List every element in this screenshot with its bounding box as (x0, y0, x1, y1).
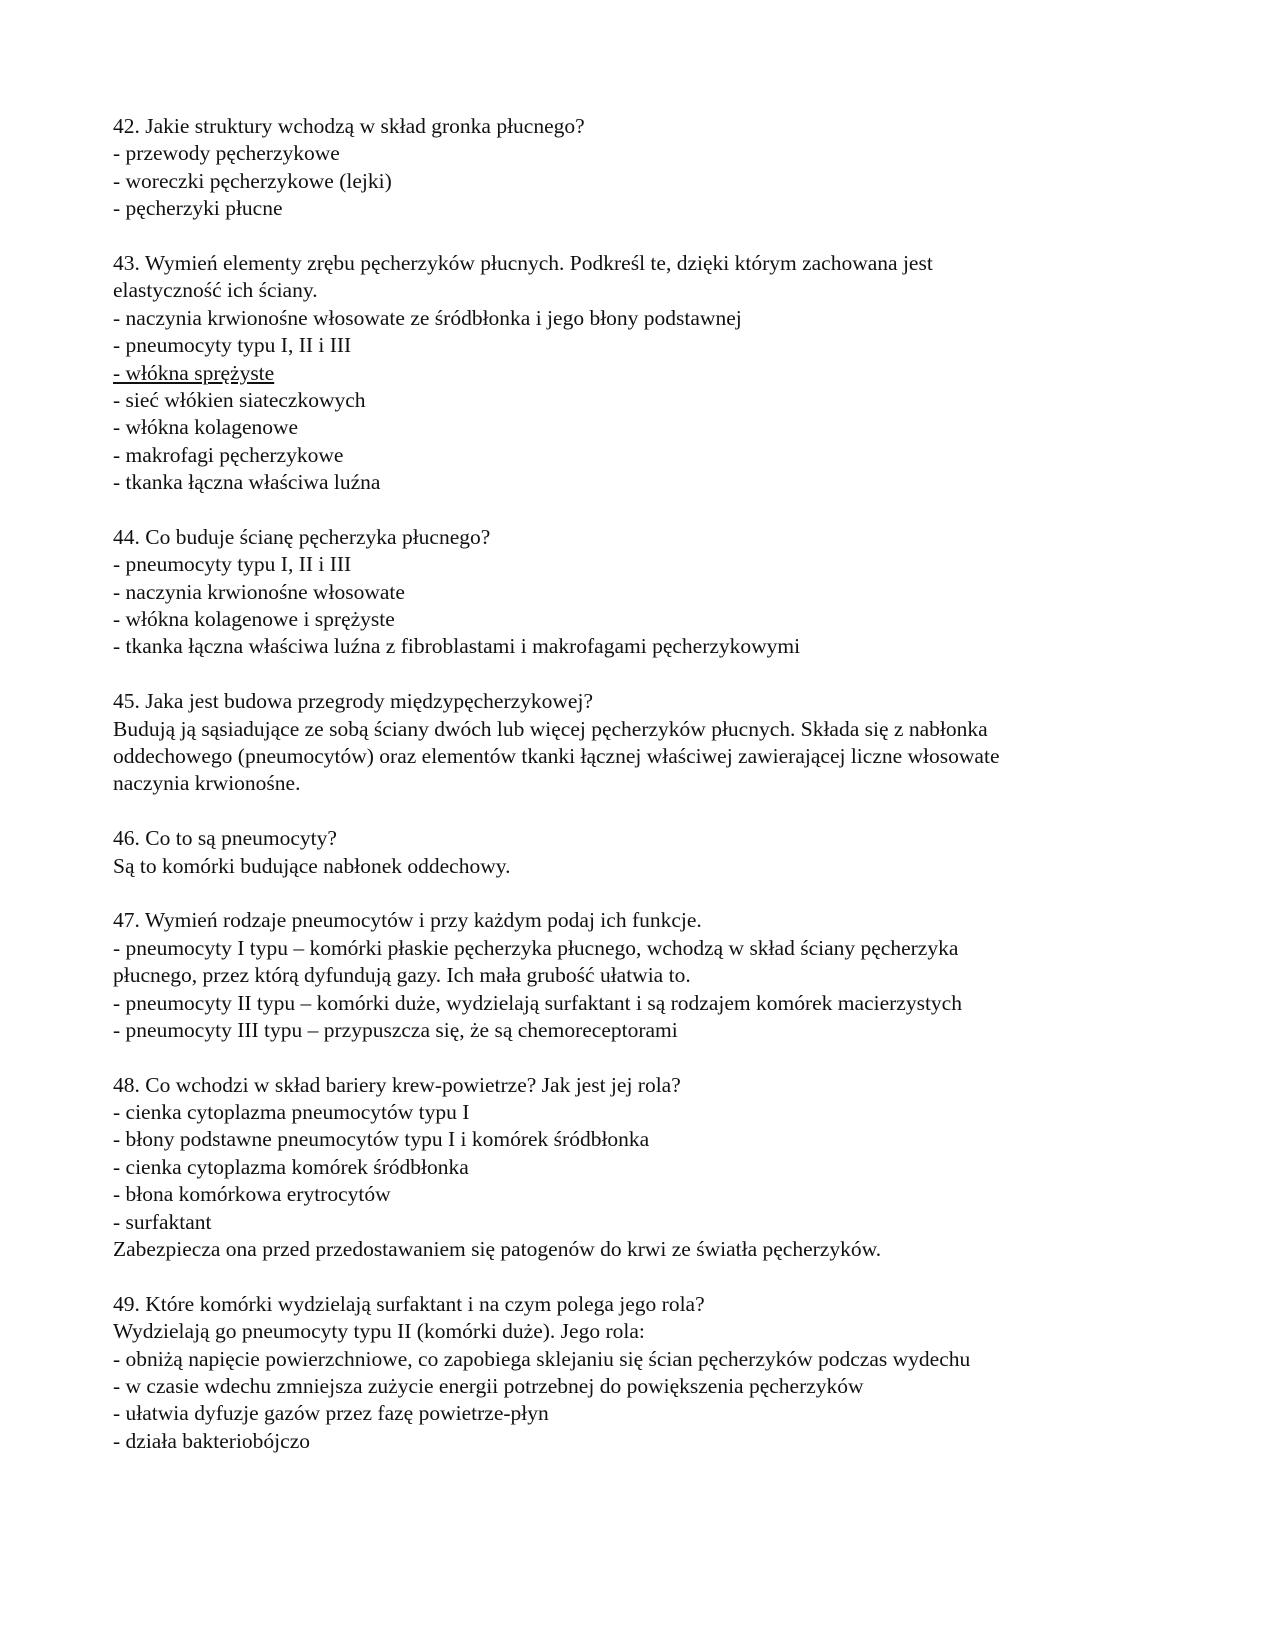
question-section (113, 688, 1173, 798)
text-line: Budują ją sąsiadujące ze sobą ściany dwóch lub więcej pęcherzyków płucnych. Składa się z nabłonka (113, 716, 988, 741)
question-heading: 49. Które komórki wydzielają surfaktant i na czym polega jego rola? (113, 1291, 705, 1316)
text-line: - pneumocyty II typu – komórki duże, wydzielają surfaktant i są rodzajem komórek macierzystych (113, 990, 962, 1015)
text-line: Są to komórki budujące nabłonek oddechowy. (113, 853, 511, 878)
text-line: - włókna sprężyste (113, 360, 275, 385)
text-line: - pneumocyty I typu – komórki płaskie pęcherzyka płucnego, wchodzą w skład ściany pęcherzyka (113, 935, 959, 960)
question-section (113, 1291, 1173, 1455)
text-line: - błony podstawne pneumocytów typu I i komórek śródbłonka (113, 1127, 650, 1152)
text-line: - woreczki pęcherzykowe (lejki) (113, 168, 392, 193)
text-line: - w czasie wdechu zmniejsza zużycie energii potrzebnej do powiększenia pęcherzyków (113, 1373, 864, 1398)
question-section (113, 113, 1173, 223)
text-line: - cienka cytoplazma pneumocytów typu I (113, 1100, 470, 1125)
text-line: oddechowego (pneumocytów) oraz elementów tkanki łącznej właściwej zawierającej liczne włosowate (113, 743, 1000, 768)
text-line: Wydzielają go pneumocyty typu II (komórki duże). Jego rola: (113, 1319, 645, 1344)
question-section (113, 1072, 1173, 1264)
question-heading: 44. Co buduje ścianę pęcherzyka płucnego? (113, 524, 491, 549)
text-line: - cienka cytoplazma komórek śródbłonka (113, 1154, 469, 1179)
text-line: - tkanka łączna właściwa luźna z fibroblastami i makrofagami pęcherzykowymi (113, 634, 801, 659)
question-heading: 43. Wymień elementy zrębu pęcherzyków płucnych. Podkreśl te, dzięki którym zachowana jest (113, 250, 933, 275)
question-section (113, 907, 1173, 1044)
question-heading: 46. Co to są pneumocyty? (113, 826, 337, 851)
text-line: - makrofagi pęcherzykowe (113, 442, 344, 467)
text-line: - tkanka łączna właściwa luźna (113, 470, 381, 495)
text-line: - surfaktant (113, 1209, 212, 1234)
question-section (113, 250, 1173, 497)
text-line: - przewody pęcherzykowe (113, 141, 340, 166)
question-section (113, 524, 1173, 661)
text-line: - błona komórkowa erytrocytów (113, 1182, 391, 1207)
text-line: elastyczność ich ściany. (113, 278, 318, 303)
question-section (113, 825, 1173, 880)
text-line: - ułatwia dyfuzje gazów przez fazę powietrze-płyn (113, 1401, 549, 1426)
text-line: - pneumocyty III typu – przypuszcza się, że są chemoreceptorami (113, 1017, 678, 1042)
text-line: - pneumocyty typu I, II i III (113, 333, 352, 358)
text-line: naczynia krwionośne. (113, 771, 301, 796)
text-line: - naczynia krwionośne włosowate ze śródbłonka i jego błony podstawnej (113, 305, 742, 330)
document-page (113, 113, 1173, 1483)
text-line: - sieć włókien siateczkowych (113, 387, 366, 412)
question-heading: 48. Co wchodzi w skład bariery krew-powietrze? Jak jest jej rola? (113, 1072, 681, 1097)
text-line: - pneumocyty typu I, II i III (113, 552, 352, 577)
text-line: - włókna kolagenowe i sprężyste (113, 607, 395, 632)
text-line: - pęcherzyki płucne (113, 196, 283, 221)
question-heading: 45. Jaka jest budowa przegrody międzypęcherzykowej? (113, 689, 593, 714)
question-heading: 42. Jakie struktury wchodzą w skład gronka płucnego? (113, 114, 585, 138)
text-line: - działa bakteriobójczo (113, 1428, 310, 1453)
text-line: Zabezpiecza ona przed przedostawaniem się patogenów do krwi ze światła pęcherzyków. (113, 1237, 882, 1262)
text-line: płucnego, przez którą dyfundują gazy. Ich mała grubość ułatwia to. (113, 963, 691, 988)
text-line: - obniżą napięcie powierzchniowe, co zapobiega sklejaniu się ścian pęcherzyków podczas wydechu (113, 1346, 971, 1371)
question-heading: 47. Wymień rodzaje pneumocytów i przy każdym podaj ich funkcje. (113, 908, 702, 933)
text-line: - włókna kolagenowe (113, 415, 299, 440)
text-line: - naczynia krwionośne włosowate (113, 579, 405, 604)
